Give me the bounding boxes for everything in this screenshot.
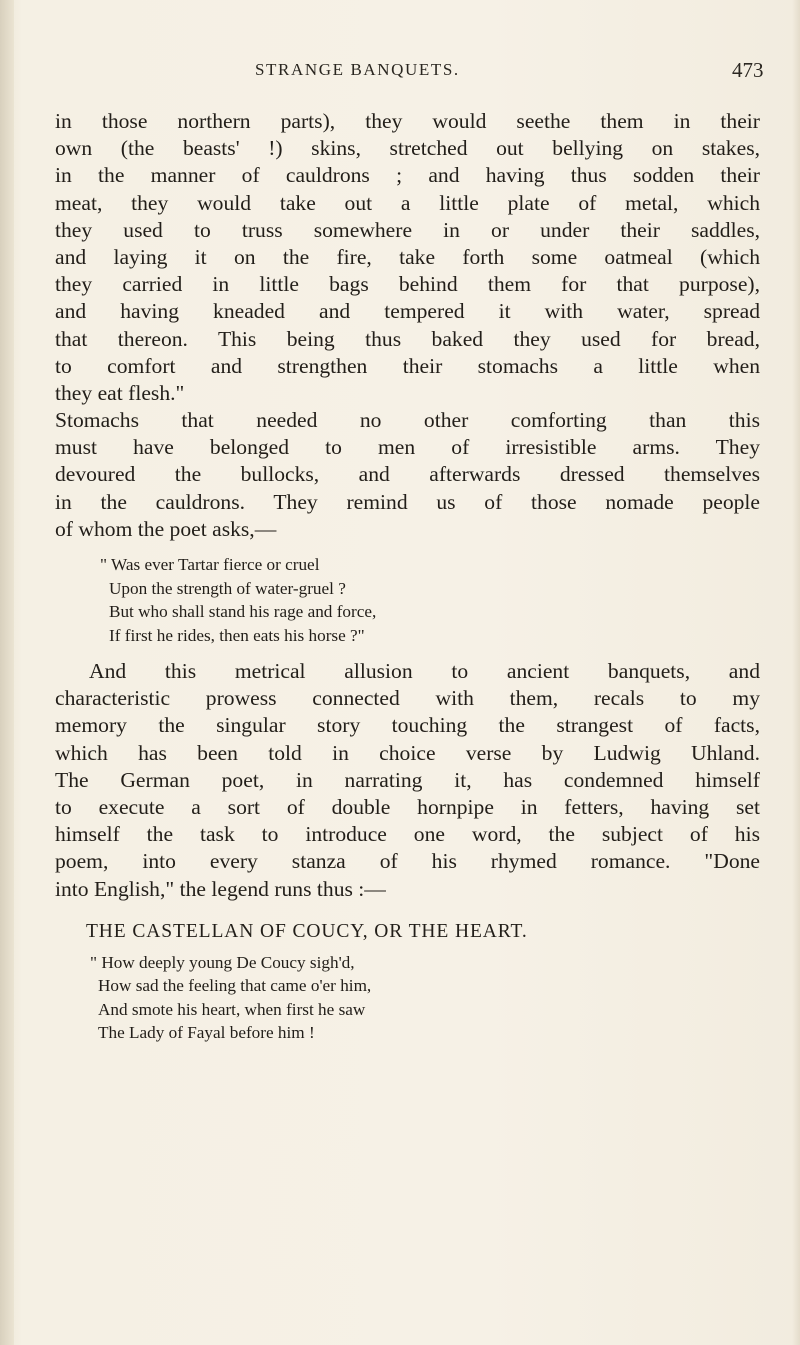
text-line: And this metrical allusion to ancient banquets, and <box>89 659 760 683</box>
text-line: poem, into every stanza of his rhymed romance. "Done <box>55 849 760 874</box>
verse-line: " How deeply young De Coucy sigh'd, <box>90 952 355 972</box>
text-line: himself the task to introduce one word, the subject of his <box>55 822 760 847</box>
text-line: and having kneaded and tempered it with water, spread <box>55 299 760 324</box>
text-line: they eat flesh." <box>55 380 185 405</box>
text-line: and laying it on the fire, take forth some oatmeal (which <box>55 244 760 269</box>
running-head: STRANGE BANQUETS. <box>255 60 460 79</box>
text-line: devoured the bullocks, and afterwards dressed themselves <box>55 462 760 487</box>
poem-title: THE CASTELLAN OF COUCY, OR THE HEART. <box>86 920 528 942</box>
text-line: in the cauldrons. They remind us of those nomade people <box>55 489 760 514</box>
text-line: meat, they would take out a little plate of metal, which <box>55 190 760 215</box>
text-line: which has been told in choice verse by Ludwig Uhland. <box>55 740 760 765</box>
page-header <box>0 58 800 88</box>
text-line: memory the singular story touching the strangest of facts, <box>55 713 760 738</box>
page-edge <box>792 0 800 1345</box>
text-line: of whom the poet asks,— <box>55 516 277 541</box>
text-line: they carried in little bags behind them for that purpose), <box>55 272 760 297</box>
paragraph-1 <box>55 108 760 407</box>
paragraph-2 <box>55 407 760 543</box>
text-line: The German poet, in narrating it, has condemned himself <box>55 767 760 792</box>
text-line: Stomachs that needed no other comforting than this <box>55 408 760 433</box>
text-line: in those northern parts), they would seethe them in their <box>55 109 760 133</box>
page-body <box>55 108 760 1045</box>
verse-quote-2 <box>90 951 530 1045</box>
text-line: that thereon. This being thus baked they used for bread, <box>55 326 760 351</box>
verse-line: " Was ever Tartar fierce or cruel <box>100 555 320 574</box>
verse-line: But who shall stand his rage and force, <box>109 602 377 621</box>
verse-line: The Lady of Fayal before him ! <box>98 1023 315 1043</box>
text-line: own (the beasts' !) skins, stretched out bellying on stakes, <box>55 136 760 161</box>
text-line: to execute a sort of double hornpipe in fetters, having set <box>55 794 760 819</box>
verse-line: If first he rides, then eats his horse ?" <box>109 625 365 645</box>
spine-shadow <box>0 0 14 1345</box>
verse-line: Upon the strength of water-gruel ? <box>109 578 346 598</box>
text-line: into English," the legend runs thus :— <box>55 876 386 901</box>
text-line: they used to truss somewhere in or under their saddles, <box>55 217 760 242</box>
verse-line: How sad the feeling that came o'er him, <box>98 976 372 996</box>
text-line: must have belonged to men of irresistible arms. They <box>55 435 760 460</box>
paragraph-3 <box>55 658 760 903</box>
text-line: to comfort and strengthen their stomachs a little when <box>55 353 760 378</box>
verse-line: And smote his heart, when first he saw <box>98 999 366 1019</box>
text-line: characteristic prowess connected with them, recals to my <box>55 686 760 711</box>
page-number: 473 <box>732 58 764 82</box>
verse-quote-1 <box>100 553 540 647</box>
text-line: in the manner of cauldrons ; and having thus sodden their <box>55 163 760 188</box>
